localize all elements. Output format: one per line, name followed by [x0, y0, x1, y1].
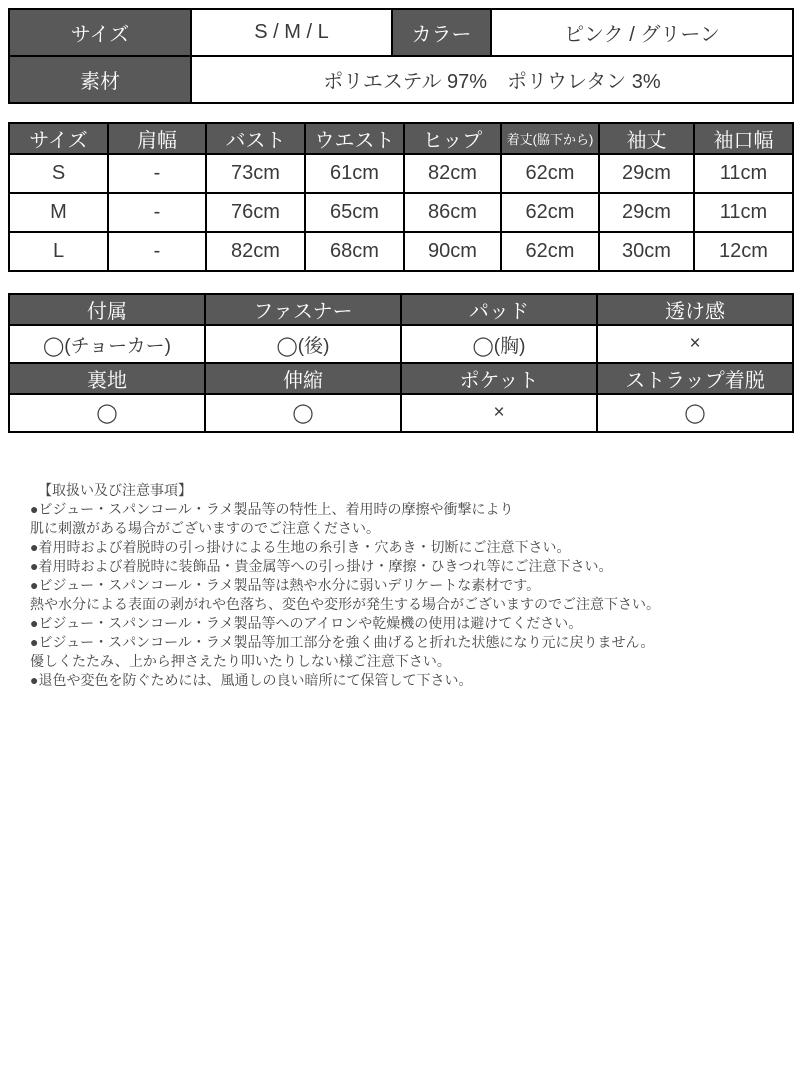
table-row-size-m [9, 193, 793, 232]
spec-row-material [9, 56, 793, 103]
features-header-row-2 [9, 363, 793, 394]
color-label: カラー [392, 9, 491, 56]
cell-s-length: 62cm [501, 154, 599, 193]
header-pocket: ポケット [401, 363, 597, 394]
cell-m-sleeve: 29cm [599, 193, 694, 232]
header-sheerness: 透け感 [597, 294, 793, 325]
col-header-hip: ヒップ [404, 123, 501, 154]
cell-l-shoulder: - [108, 232, 206, 271]
notes-line: ●ビジュー・スパンコール・ラメ製品等の特性上、着用時の摩擦や衝撃により [30, 501, 514, 517]
measurements-header-row [9, 123, 793, 154]
notes-line: ●ビジュー・スパンコール・ラメ製品等へのアイロンや乾燥機の使用は避けてください。 [30, 615, 583, 631]
cell-m-length: 62cm [501, 193, 599, 232]
notes-line: 優しくたたみ、上から押さえたり叩いたりしない様ご注意下さい。 [30, 653, 451, 669]
value-pocket: × [401, 394, 597, 432]
notes-line: 熱や水分による表面の剥がれや色落ち、変色や変形が発生する場合がございますのでご注意下さい。 [30, 596, 660, 612]
header-strap: ストラップ着脱 [597, 363, 793, 394]
spec-row-size-color [9, 9, 793, 56]
value-strap: ◯ [597, 394, 793, 432]
cell-s-bust: 73cm [206, 154, 305, 193]
cell-s-sleeve: 29cm [599, 154, 694, 193]
col-header-cuff: 袖口幅 [694, 123, 793, 154]
col-header-sleeve: 袖丈 [599, 123, 694, 154]
cell-s-shoulder: - [108, 154, 206, 193]
cell-l-length: 62cm [501, 232, 599, 271]
cell-l-bust: 82cm [206, 232, 305, 271]
material-value: ポリエステル 97% ポリウレタン 3% [191, 56, 793, 103]
notes-line: ●着用時および着脱時に装飾品・貴金属等への引っ掛け・摩擦・ひきつれ等にご注意下さい。 [30, 558, 613, 574]
spec-table [8, 8, 794, 104]
cell-s-hip: 82cm [404, 154, 501, 193]
table-row-size-s [9, 154, 793, 193]
value-accessory: ◯(チョーカー) [9, 325, 205, 363]
notes-line: ●着用時および着脱時の引っ掛けによる生地の糸引き・穴あき・切断にご注意下さい。 [30, 539, 571, 555]
notes-line: 肌に刺激がある場合がございますのでご注意ください。 [30, 520, 380, 536]
header-pad: パッド [401, 294, 597, 325]
value-sheerness: × [597, 325, 793, 363]
material-label: 素材 [9, 56, 191, 103]
features-table [8, 293, 794, 433]
color-value: ピンク / グリーン [491, 9, 793, 56]
cell-s-size: S [9, 154, 108, 193]
value-stretch: ◯ [205, 394, 401, 432]
size-label: サイズ [9, 9, 191, 56]
notes-line: ●退色や変色を防ぐためには、風通しの良い暗所にて保管して下さい。 [30, 672, 473, 688]
col-header-size: サイズ [9, 123, 108, 154]
col-header-shoulder: 肩幅 [108, 123, 206, 154]
cell-l-hip: 90cm [404, 232, 501, 271]
cell-s-waist: 61cm [305, 154, 404, 193]
header-lining: 裏地 [9, 363, 205, 394]
notes-line: ●ビジュー・スパンコール・ラメ製品等加工部分を強く曲げると折れた状態になり元に戻りません。 [30, 634, 655, 650]
features-header-row-1 [9, 294, 793, 325]
col-header-waist: ウエスト [305, 123, 404, 154]
header-accessory: 付属 [9, 294, 205, 325]
col-header-length: 着丈(脇下から) [501, 123, 599, 154]
cell-l-waist: 68cm [305, 232, 404, 271]
table-row-size-l [9, 232, 793, 271]
cell-m-shoulder: - [108, 193, 206, 232]
cell-s-cuff: 11cm [694, 154, 793, 193]
value-lining: ◯ [9, 394, 205, 432]
cell-m-size: M [9, 193, 108, 232]
cell-m-bust: 76cm [206, 193, 305, 232]
col-header-bust: バスト [206, 123, 305, 154]
value-pad: ◯(胸) [401, 325, 597, 363]
features-value-row-2 [9, 394, 793, 432]
value-fastener: ◯(後) [205, 325, 401, 363]
header-fastener: ファスナー [205, 294, 401, 325]
cell-m-cuff: 11cm [694, 193, 793, 232]
cell-l-size: L [9, 232, 108, 271]
size-value: S / M / L [191, 9, 392, 56]
measurements-table [8, 122, 794, 272]
cell-l-cuff: 12cm [694, 232, 793, 271]
cell-l-sleeve: 30cm [599, 232, 694, 271]
header-stretch: 伸縮 [205, 363, 401, 394]
notes-line: ●ビジュー・スパンコール・ラメ製品等は熱や水分に弱いデリケートな素材です。 [30, 577, 541, 593]
cell-m-hip: 86cm [404, 193, 501, 232]
notes-title: 【取扱い及び注意事項】 [38, 482, 192, 498]
handling-notes [30, 481, 792, 690]
cell-m-waist: 65cm [305, 193, 404, 232]
features-value-row-1 [9, 325, 793, 363]
